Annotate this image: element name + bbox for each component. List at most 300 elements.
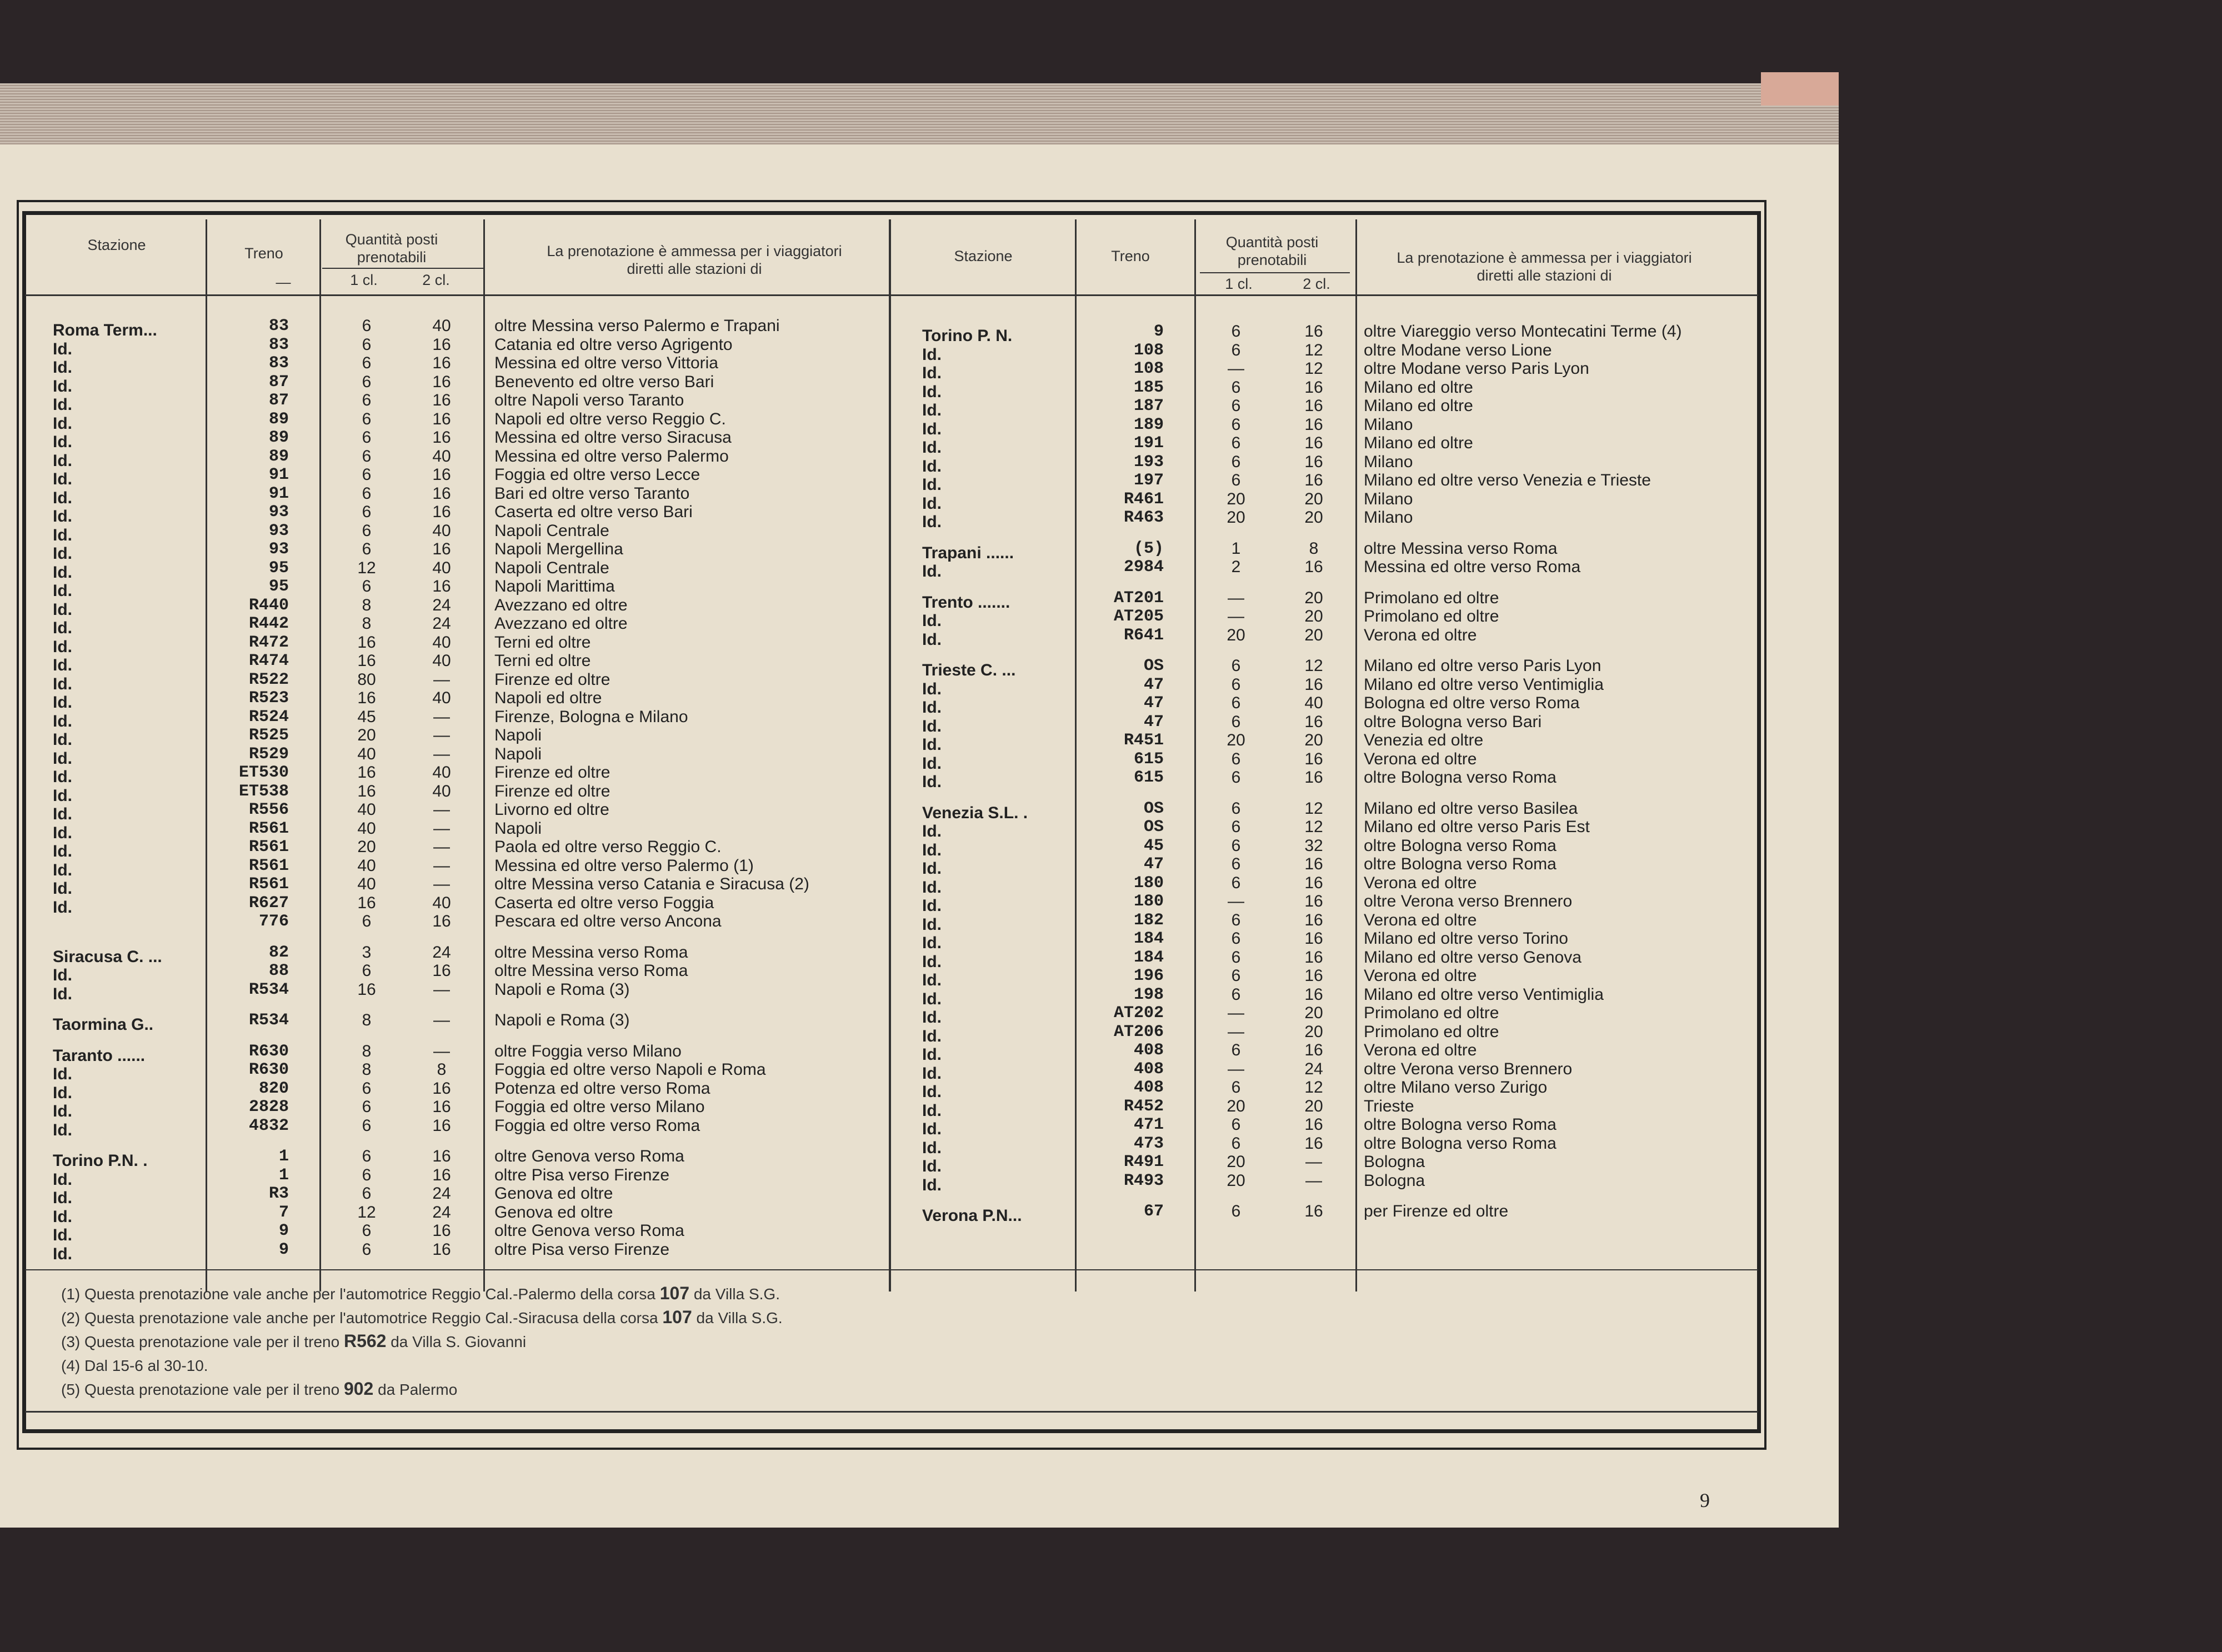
row-train: R463 (1123, 508, 1164, 527)
row-station: Id. (53, 377, 72, 396)
row-destination: oltre Pisa verso Firenze (494, 1240, 670, 1259)
row-train: 87 (268, 391, 289, 410)
col-divider-3 (483, 219, 485, 1291)
row-station: Torino P.N. . (53, 1152, 148, 1170)
row-destination: Primolano ed oltre (1364, 1004, 1499, 1022)
row-destination: oltre Genova verso Roma (494, 1222, 684, 1240)
row-cl2: 16 (432, 409, 451, 428)
row-cl1: 6 (1231, 712, 1241, 731)
row-station: Id. (922, 1064, 942, 1083)
row-station: Id. (53, 1226, 72, 1244)
row-cl1: 20 (1227, 1153, 1245, 1171)
row-cl1: 6 (362, 317, 372, 335)
row-station: Id. (53, 619, 72, 637)
row-station: Id. (922, 878, 942, 897)
row-train: 82 (268, 943, 289, 962)
row-train: 615 (1133, 749, 1164, 769)
row-cl2: 16 (432, 962, 451, 980)
col-divider-7 (1355, 219, 1357, 1291)
row-destination: Milano ed oltre (1364, 378, 1473, 397)
row-destination: Firenze, Bologna e Milano (494, 707, 688, 726)
row-cl1: 6 (362, 962, 372, 980)
row-cl2: 20 (1304, 508, 1323, 527)
row-cl1: — (1228, 1004, 1244, 1022)
row-cl2: 20 (1304, 1004, 1323, 1022)
row-station: Id. (53, 396, 72, 414)
row-station: Id. (922, 1101, 942, 1120)
row-destination: Milano ed oltre verso Paris Lyon (1364, 657, 1602, 675)
row-cl1: 6 (1231, 985, 1241, 1004)
row-destination: Verona ed oltre (1364, 967, 1477, 985)
row-cl1: 6 (1231, 948, 1241, 967)
row-train: 776 (258, 912, 289, 931)
row-destination: Napoli ed oltre verso Reggio C. (494, 409, 726, 428)
row-cl2: 20 (1304, 625, 1323, 644)
row-cl2: 12 (1304, 657, 1323, 675)
row-cl2: 12 (1304, 799, 1323, 818)
row-destination: Firenze ed oltre (494, 670, 610, 689)
row-cl1: 6 (362, 372, 372, 391)
footnote-ref: R562 (343, 1331, 387, 1351)
row-destination: Milano ed oltre verso Basilea (1364, 799, 1578, 818)
row-train: OS (1143, 799, 1164, 818)
row-train: 408 (1133, 1041, 1164, 1060)
row-cl1: 6 (1231, 675, 1241, 694)
row-train: R452 (1123, 1097, 1164, 1116)
row-train: 180 (1133, 892, 1164, 911)
row-station: Id. (922, 1008, 942, 1027)
row-train: 83 (268, 354, 289, 373)
row-cl2: 16 (432, 912, 451, 930)
row-cl1: 40 (357, 800, 376, 819)
row-train: 191 (1133, 434, 1164, 453)
row-cl2: 24 (432, 1203, 451, 1222)
row-station: Taormina G.. (53, 1015, 154, 1034)
row-cl2: 16 (1304, 434, 1323, 452)
row-destination: Bari ed oltre verso Taranto (494, 484, 690, 503)
row-train: 95 (268, 558, 289, 578)
row-train: R522 (248, 670, 289, 689)
row-cl2: 12 (1304, 359, 1323, 378)
row-cl2: 16 (1304, 948, 1323, 967)
row-cl1: 20 (1227, 1171, 1245, 1190)
row-station: Id. (53, 712, 72, 730)
row-station: Id. (53, 656, 72, 674)
row-train: R534 (248, 1011, 289, 1030)
row-train: 471 (1133, 1115, 1164, 1134)
row-destination: Messina ed oltre verso Palermo (1) (494, 856, 754, 875)
row-cl1: 20 (1227, 1097, 1245, 1115)
row-destination: Terni ed oltre (494, 633, 591, 652)
row-cl2: 12 (1304, 1078, 1323, 1097)
row-destination: Verona ed oltre (1364, 749, 1477, 768)
row-destination: oltre Milano verso Zurigo (1364, 1078, 1548, 1097)
row-cl2: 8 (437, 1060, 447, 1079)
row-cl2: 40 (432, 633, 451, 652)
row-cl2: — (1305, 1153, 1322, 1171)
row-station: Torino P. N. (922, 327, 1013, 345)
row-destination: Verona ed oltre (1364, 1041, 1477, 1059)
row-cl2: 16 (1304, 397, 1323, 415)
row-train: 187 (1133, 397, 1164, 415)
row-destination: Firenze ed oltre (494, 782, 610, 800)
row-train: 184 (1133, 948, 1164, 967)
header-quantita-left: Quantità posti prenotabili (345, 231, 438, 266)
row-cl1: 6 (362, 465, 372, 484)
row-destination: Foggia ed oltre verso Roma (494, 1116, 700, 1135)
row-cl2: 20 (1304, 1097, 1323, 1115)
row-cl1: 3 (362, 943, 372, 962)
row-cl1: 6 (362, 1222, 372, 1240)
row-cl2: 16 (1304, 1115, 1323, 1134)
row-cl1: 6 (362, 1079, 372, 1098)
row-destination: Napoli Centrale (494, 558, 609, 577)
row-station: Id. (53, 768, 72, 786)
row-station: Trento ....... (922, 593, 1010, 612)
row-train: 7 (278, 1203, 289, 1222)
row-train: 1 (278, 1165, 289, 1185)
row-cl1: 6 (1231, 910, 1241, 929)
row-cl2: 40 (432, 447, 451, 465)
row-destination: Foggia ed oltre verso Napoli e Roma (494, 1060, 766, 1079)
row-cl2: — (1305, 1171, 1322, 1190)
row-cl1: 6 (1231, 836, 1241, 855)
row-destination: Messina ed oltre verso Roma (1364, 558, 1581, 576)
row-cl2: 16 (1304, 749, 1323, 768)
row-train: 91 (268, 465, 289, 484)
row-destination: Potenza ed oltre verso Roma (494, 1079, 710, 1098)
row-station: Id. (53, 1083, 72, 1102)
footnote-ref: 902 (343, 1379, 374, 1399)
footnote-text: (3) Questa prenotazione vale per il treno (61, 1333, 344, 1350)
row-station: Id. (922, 735, 942, 754)
row-station: Taranto ...... (53, 1046, 146, 1065)
row-destination: oltre Modane verso Paris Lyon (1364, 359, 1589, 378)
row-station: Id. (53, 358, 72, 377)
row-cl2: — (433, 838, 450, 856)
row-train: 408 (1133, 1059, 1164, 1079)
row-station: Verona P.N... (922, 1207, 1022, 1225)
header-ammessa-right: La prenotazione è ammessa per i viaggiatori diretti alle stazioni di (1397, 249, 1692, 284)
row-cl1: 6 (1231, 768, 1241, 787)
row-station: Id. (53, 898, 72, 917)
row-cl1: 6 (1231, 818, 1241, 836)
row-destination: Napoli Centrale (494, 521, 609, 540)
row-train: 1 (278, 1147, 289, 1166)
row-station: Id. (922, 562, 942, 580)
row-train: 9 (278, 1240, 289, 1259)
row-train: ET538 (238, 782, 289, 801)
row-cl2: 16 (1304, 415, 1323, 434)
row-station: Id. (922, 1120, 942, 1138)
row-cl2: 20 (1304, 1022, 1323, 1041)
row-cl2: 24 (432, 614, 451, 633)
row-destination: Primolano ed oltre (1364, 607, 1499, 625)
row-cl2: — (433, 980, 450, 999)
row-cl2: 20 (1304, 588, 1323, 607)
row-station: Id. (922, 859, 942, 878)
row-destination: oltre Bologna verso Roma (1364, 768, 1557, 787)
row-train: 89 (268, 447, 289, 466)
row-destination: Milano ed oltre verso Ventimiglia (1364, 675, 1604, 694)
row-station: Id. (53, 433, 72, 451)
row-train: OS (1143, 657, 1164, 675)
row-station: Id. (53, 1189, 72, 1207)
row-cl1: 40 (357, 875, 376, 893)
row-destination: Milano (1364, 452, 1413, 471)
row-destination: Livorno ed oltre (494, 800, 609, 819)
row-train: 93 (268, 503, 289, 522)
row-cl2: 16 (1304, 378, 1323, 397)
row-station: Id. (53, 842, 72, 860)
row-cl1: 6 (1231, 1041, 1241, 1059)
row-station: Id. (53, 805, 72, 823)
row-cl2: 16 (1304, 910, 1323, 929)
row-station: Id. (53, 339, 72, 358)
row-cl2: — (433, 726, 450, 744)
row-destination: Verona ed oltre (1364, 625, 1477, 644)
footnote-text: (2) Questa prenotazione vale anche per l'automotrice Reggio Cal.-Siracusa della corsa (61, 1309, 663, 1326)
row-station: Id. (922, 1045, 942, 1064)
row-train: 47 (1143, 675, 1164, 694)
row-cl1: 6 (1231, 749, 1241, 768)
row-station: Id. (922, 1027, 942, 1045)
footnote (61, 1331, 526, 1351)
row-station: Id. (53, 637, 72, 656)
row-cl2: 16 (1304, 712, 1323, 731)
row-cl2: 12 (1304, 341, 1323, 359)
row-train: R493 (1123, 1171, 1164, 1190)
row-destination: Napoli e Roma (3) (494, 980, 630, 999)
row-train: 180 (1133, 873, 1164, 893)
row-train: ET530 (238, 763, 289, 782)
row-train: 87 (268, 372, 289, 392)
row-cl2: 16 (432, 1165, 451, 1184)
row-train: 197 (1133, 471, 1164, 490)
row-cl1: 6 (362, 1116, 372, 1135)
row-station: Id. (922, 382, 942, 401)
row-train: R474 (248, 652, 289, 670)
row-cl2: 16 (1304, 452, 1323, 471)
col-divider-center (889, 219, 891, 1291)
row-destination: Napoli Marittima (494, 577, 615, 595)
row-station: Id. (53, 674, 72, 693)
row-cl2: 16 (1304, 892, 1323, 910)
row-train: R561 (248, 819, 289, 838)
row-cl1: 6 (362, 503, 372, 521)
row-station: Id. (922, 513, 942, 531)
row-cl1: 6 (362, 484, 372, 503)
row-train: 108 (1133, 341, 1164, 360)
row-cl1: 6 (1231, 873, 1241, 892)
header-dash-left: — (276, 274, 291, 291)
row-station: Id. (922, 717, 942, 735)
row-destination: oltre Genova verso Roma (494, 1147, 684, 1165)
row-train: R451 (1123, 731, 1164, 750)
row-destination: oltre Messina verso Roma (494, 943, 688, 962)
row-cl1: 6 (1231, 1134, 1241, 1153)
row-cl2: 16 (432, 1098, 451, 1116)
row-cl2: 16 (1304, 322, 1323, 341)
row-station: Id. (922, 1175, 942, 1194)
row-destination: oltre Foggia verso Milano (494, 1042, 682, 1060)
row-cl2: 40 (432, 558, 451, 577)
row-cl2: 16 (432, 391, 451, 409)
row-destination: Napoli (494, 726, 542, 744)
row-cl2: 40 (432, 689, 451, 707)
row-train: R561 (248, 856, 289, 875)
row-train: 185 (1133, 378, 1164, 397)
footnote-text: (5) Questa prenotazione vale per il treno (61, 1381, 344, 1398)
row-cl2: 40 (432, 652, 451, 670)
row-destination: Milano ed oltre verso Torino (1364, 929, 1568, 948)
row-cl2: 16 (432, 1240, 451, 1259)
row-cl2: 8 (1309, 539, 1319, 558)
footnote (61, 1379, 457, 1399)
footnote-tail: da Villa S. Giovanni (386, 1333, 527, 1350)
row-train: 184 (1133, 929, 1164, 948)
row-cl1: 8 (362, 1011, 372, 1029)
row-train: R472 (248, 633, 289, 652)
subheader-rule-left (322, 268, 483, 269)
row-cl1: 8 (362, 595, 372, 614)
row-cl1: — (1228, 359, 1244, 378)
row-cl1: 6 (362, 912, 372, 930)
col-divider-2 (319, 219, 321, 1291)
row-train: 108 (1133, 359, 1164, 378)
row-destination: Milano (1364, 489, 1413, 508)
row-cl1: 6 (362, 540, 372, 558)
row-cl1: 6 (362, 1240, 372, 1259)
footer-rule (25, 1269, 1758, 1270)
row-cl2: 24 (432, 943, 451, 962)
row-destination: Napoli (494, 744, 542, 763)
row-destination: oltre Bologna verso Roma (1364, 1134, 1557, 1153)
row-train: R561 (248, 875, 289, 894)
row-station: Id. (53, 1207, 72, 1226)
row-station: Roma Term... (53, 321, 157, 339)
row-cl1: 6 (1231, 855, 1241, 873)
row-destination: Primolano ed oltre (1364, 588, 1499, 607)
row-destination: Avezzano ed oltre (494, 595, 628, 614)
row-station: Id. (53, 786, 72, 805)
row-cl1: 12 (357, 1203, 376, 1222)
row-train: (5) (1133, 539, 1164, 558)
row-cl1: 2 (1231, 558, 1241, 576)
row-destination: Bologna (1364, 1153, 1425, 1171)
row-cl1: 6 (362, 335, 372, 354)
row-destination: Terni ed oltre (494, 652, 591, 670)
row-station: Id. (922, 457, 942, 475)
row-cl2: 40 (1304, 694, 1323, 712)
row-train: 89 (268, 409, 289, 429)
row-cl2: — (433, 800, 450, 819)
row-cl2: 20 (1304, 607, 1323, 625)
row-cl1: 45 (357, 707, 376, 726)
header-stazione-left: Stazione (87, 237, 146, 253)
row-cl2: — (433, 819, 450, 838)
row-station: Id. (53, 879, 72, 898)
row-station: Id. (53, 1170, 72, 1189)
row-cl2: 16 (1304, 985, 1323, 1004)
row-station: Id. (53, 1065, 72, 1083)
row-train: 9 (1153, 322, 1164, 341)
row-cl2: 16 (432, 540, 451, 558)
row-cl1: 16 (357, 782, 376, 800)
header-cl2-right: 2 cl. (1303, 276, 1330, 292)
row-station: Id. (922, 934, 942, 952)
row-train: R556 (248, 800, 289, 819)
row-destination: oltre Bologna verso Bari (1364, 712, 1542, 731)
footnote-tail: da Palermo (373, 1381, 458, 1398)
page-edge-stack (0, 83, 1839, 144)
row-cl2: 40 (432, 521, 451, 540)
row-station: Id. (53, 966, 72, 984)
row-cl1: 6 (1231, 341, 1241, 359)
row-train: 198 (1133, 985, 1164, 1004)
row-train: R461 (1123, 489, 1164, 509)
page-number: 9 (1700, 1489, 1710, 1511)
row-train: 182 (1133, 910, 1164, 930)
row-cl1: — (1228, 892, 1244, 910)
row-cl2: 24 (1304, 1059, 1323, 1078)
row-station: Id. (922, 475, 942, 494)
row-train: 91 (268, 484, 289, 503)
row-destination: Napoli (494, 819, 542, 838)
row-cl2: — (433, 875, 450, 893)
row-destination: Caserta ed oltre verso Bari (494, 503, 693, 521)
row-train: AT202 (1113, 1004, 1164, 1023)
row-destination: Trieste (1364, 1097, 1414, 1115)
row-destination: oltre Bologna verso Roma (1364, 855, 1557, 873)
row-destination: Firenze ed oltre (494, 763, 610, 782)
row-cl1: 80 (357, 670, 376, 689)
row-station: Id. (53, 823, 72, 842)
row-train: 189 (1133, 415, 1164, 434)
row-destination: oltre Messina verso Catania e Siracusa (2) (494, 875, 809, 893)
row-destination: Messina ed oltre verso Siracusa (494, 428, 732, 447)
row-train: 47 (1143, 694, 1164, 713)
row-station: Venezia S.L. . (922, 803, 1028, 822)
row-station: Id. (53, 730, 72, 749)
row-train: 45 (1143, 836, 1164, 855)
row-cl1: 40 (357, 744, 376, 763)
row-cl2: 32 (1304, 836, 1323, 855)
row-train: 95 (268, 577, 289, 596)
footnote (61, 1355, 208, 1375)
row-cl1: 16 (357, 652, 376, 670)
row-cl2: 20 (1304, 489, 1323, 508)
row-cl2: 40 (432, 763, 451, 782)
row-station: Id. (922, 401, 942, 419)
row-cl2: 40 (432, 317, 451, 335)
row-train: R630 (248, 1060, 289, 1079)
row-destination: Paola ed oltre verso Reggio C. (494, 838, 722, 856)
row-cl1: 40 (357, 819, 376, 838)
header-cl1-right: 1 cl. (1225, 276, 1253, 292)
row-destination: Milano ed oltre (1364, 397, 1473, 415)
row-cl2: 16 (1304, 471, 1323, 489)
row-cl2: 16 (432, 1147, 451, 1165)
row-cl2: 16 (432, 577, 451, 595)
row-station: Siracusa C. ... (53, 947, 162, 966)
row-destination: Milano ed oltre (1364, 434, 1473, 452)
footnote-tail: da Villa S.G. (692, 1309, 783, 1326)
row-cl2: 16 (1304, 558, 1323, 576)
row-destination: Venezia ed oltre (1364, 731, 1484, 749)
row-station: Id. (53, 451, 72, 470)
row-station: Id. (922, 971, 942, 989)
